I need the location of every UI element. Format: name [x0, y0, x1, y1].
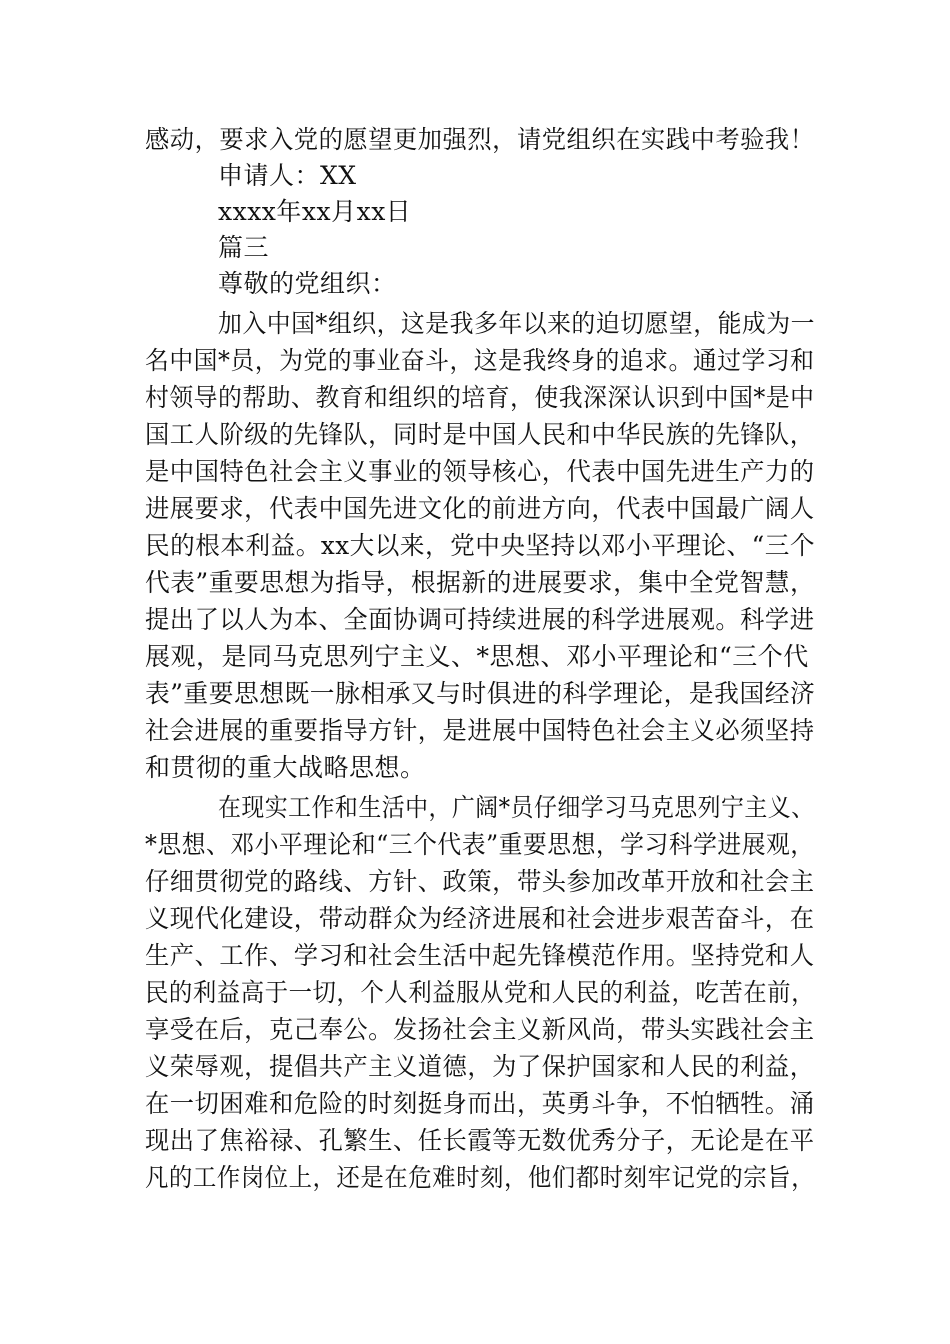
text-line: 国工人阶级的先锋队，同时是中国人民和中华民族的先锋队， — [145, 420, 815, 449]
salutation: 尊敬的党组织： — [218, 269, 397, 298]
text-line: 在现实工作和生活中，广阔*员仔细学习马克思列宁主义、 — [218, 793, 815, 822]
text-line: 表”重要思想既一脉相承又与时俱进的科学理论，是我国经济 — [145, 679, 816, 708]
text-line: 村领导的帮助、教育和组织的培育，使我深深认识到中国*是中 — [145, 383, 815, 412]
section-heading: 篇三 — [218, 233, 270, 262]
text-line: 社会进展的重要指导方针，是进展中国特色社会主义必须坚持 — [145, 716, 815, 745]
text-line: 生产、工作、学习和社会生活中起先锋模范作用。坚持党和人 — [145, 941, 815, 970]
text-line: *思想、邓小平理论和“三个代表”重要思想，学习科学进展观， — [145, 830, 815, 859]
text-line: 加入中国*组织，这是我多年以来的迫切愿望，能成为一 — [218, 309, 816, 338]
text-line: 进展要求，代表中国先进文化的前进方向，代表中国最广阔人 — [145, 494, 815, 523]
text-line: 现出了焦裕禄、孔繁生、任长霞等无数优秀分子，无论是在平 — [145, 1126, 815, 1155]
text-line: 名中国*员，为党的事业奋斗，这是我终身的追求。通过学习和 — [145, 346, 815, 375]
text-line: 仔细贯彻党的路线、方针、政策，带头参加改革开放和社会主 — [145, 867, 815, 896]
text-line: 展观，是同马克思列宁主义、*思想、邓小平理论和“三个代 — [145, 642, 809, 671]
text-line: 义现代化建设，带动群众为经济进展和社会进步艰苦奋斗，在 — [145, 904, 815, 933]
applicant-line: 申请人：XX — [218, 161, 357, 190]
text-line: 提出了以人为本、全面协调可持续进展的科学进展观。科学进 — [145, 605, 815, 634]
text-line: 感动，要求入党的愿望更加强烈，请党组织在实践中考验我！ — [145, 125, 815, 154]
date-line: xxxx年xx月xx日 — [218, 197, 412, 226]
text-line: 凡的工作岗位上，还是在危难时刻，他们都时刻牢记党的宗旨， — [145, 1163, 816, 1192]
text-line: 享受在后，克己奉公。发扬社会主义新风尚，带头实践社会主 — [145, 1015, 815, 1044]
text-line: 代表”重要思想为指导，根据新的进展要求，集中全党智慧， — [145, 568, 816, 597]
text-line: 在一切困难和危险的时刻挺身而出，英勇斗争，不怕牺牲。涌 — [145, 1089, 815, 1118]
text-line: 民的利益高于一切，个人利益服从党和人民的利益，吃苦在前， — [145, 978, 816, 1007]
text-line: 义荣辱观，提倡共产主义道德，为了保护国家和人民的利益， — [145, 1052, 815, 1081]
text-line: 和贯彻的重大战略思想。 — [145, 753, 426, 782]
text-line: 民的根本利益。xx大以来，党中央坚持以邓小平理论、“三个 — [145, 531, 815, 560]
text-line: 是中国特色社会主义事业的领导核心，代表中国先进生产力的 — [145, 457, 815, 486]
